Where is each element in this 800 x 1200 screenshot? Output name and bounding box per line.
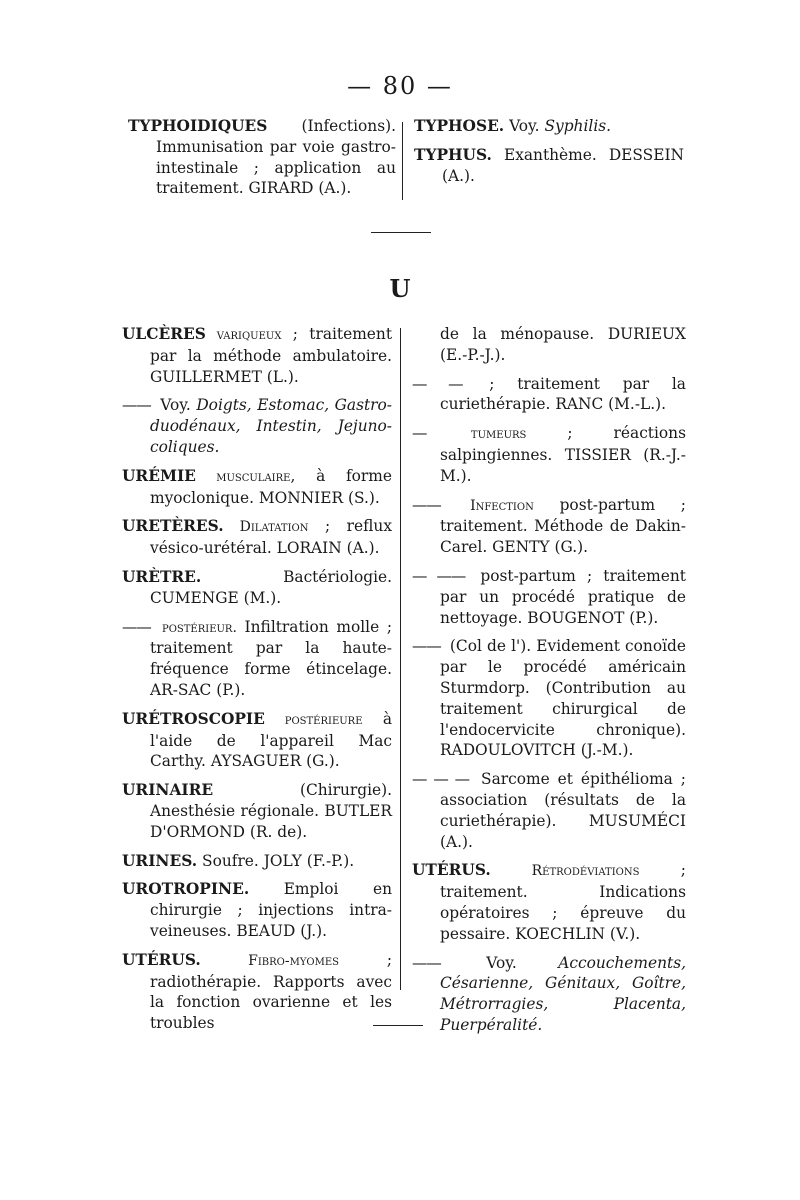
index-entry (412, 860, 686, 944)
index-entry (122, 780, 392, 842)
entry-text: Soufre. JOLY (F.-P.). (197, 851, 355, 870)
top-left-column (128, 116, 396, 207)
headword: TYPHOSE. (414, 117, 505, 135)
headword: TYPHUS. (414, 145, 492, 164)
headword: URINES. (122, 851, 198, 870)
entry-text: post-partum ; traitement. Méthode de Dakin-Carel. GENTY (G.). (440, 495, 686, 557)
entry-dash: —— (122, 617, 151, 636)
top-right-column (414, 116, 684, 194)
entry-smallcaps: Fibro-myomes (200, 952, 340, 969)
index-entry (122, 950, 392, 1034)
headword: ULCÈRES (122, 325, 206, 343)
entry-text: ; radiothérapie. Rapports avec la fonction ovarienne et les troubles (150, 950, 392, 1033)
section-letter: U (389, 274, 411, 303)
entry-text: Infiltration molle ; traitement par la haute-fréquence forme étincelage. AR-SAC (P.). (150, 617, 393, 699)
headword: URETÈRES. (122, 517, 224, 536)
entry-text: ; traitement. Indications opératoires ; épreuve du pessaire. KOECHLIN (V.). (440, 861, 686, 943)
page-number: — 80 — (347, 72, 453, 100)
entry-dash: — — — (412, 770, 470, 789)
end-rule (373, 1025, 423, 1026)
index-entry (412, 636, 686, 761)
index-entry (412, 769, 686, 852)
section-rule (371, 232, 431, 233)
index-entry (122, 567, 392, 609)
index-entry (414, 145, 684, 187)
entry-smallcaps: postérieur. (154, 619, 237, 636)
entry-dash: —— (122, 396, 151, 415)
entry-text: (Chirurgie). Anesthésie régionale. BUTLER D'ORMOND (R. de). (150, 781, 392, 841)
entry-text: Sarcome et épithélioma ; association (résultats de la curiethérapie). MUSUMÉCI (A.). (440, 770, 686, 851)
column-divider (400, 328, 401, 990)
entry-text: ; traitement par la curiethérapie. RANC (M.-L.). (440, 374, 686, 414)
left-column (122, 324, 392, 1042)
entry-text: Bactériologie. CUMENGE (M.). (150, 567, 392, 607)
entry-text: , à forme myoclonique. MONNIER (S.). (150, 466, 392, 507)
index-entry (412, 324, 686, 366)
index-entry (122, 851, 392, 872)
index-entry (122, 879, 392, 941)
entry-smallcaps: tumeurs (430, 426, 527, 443)
entry-smallcaps: Infection (444, 497, 534, 514)
entry-text: de la ménopause. DURIEUX (E.-P.-J.). (440, 325, 686, 364)
entry-dash: — (412, 424, 427, 443)
index-entry (122, 324, 392, 387)
index-entry (122, 466, 392, 509)
index-entry (412, 566, 686, 628)
entry-text: à l'aide de l'appareil Mac Carthy. AYSAGUER (G.). (150, 709, 392, 771)
entry-text: ; traitement par la méthode ambulatoire. GUILLERMET (L.). (150, 325, 393, 386)
index-entry (412, 423, 686, 486)
entry-italic: Doigts, Estomac, Gastro-duodénaux, Intestin, Jejuno-coliques. (150, 396, 392, 456)
entry-smallcaps: Rétrodéviations (490, 863, 640, 880)
headword: URINAIRE (122, 781, 214, 800)
index-entry (122, 617, 392, 701)
entry-text: Exanthème. DESSEIN (A.). (442, 145, 684, 185)
index-entry (128, 116, 396, 199)
entry-text: ; reflux vésico-urétéral. LORAIN (A.). (150, 517, 393, 558)
headword: UTÉRUS. (412, 861, 491, 880)
entry-dash: —— (412, 637, 441, 656)
headword: UTÉRUS. (122, 950, 201, 969)
entry-text: Voy. (154, 396, 197, 415)
index-entry (412, 953, 686, 1036)
entry-dash: —— (412, 495, 441, 514)
entry-text: ; réactions salpingiennes. TISSIER (R.-J.-M.). (440, 424, 686, 485)
headword: URÈTRE. (122, 567, 202, 586)
column-divider-top (402, 122, 403, 200)
entry-dash: — — (412, 374, 463, 393)
index-entry (412, 495, 686, 558)
entry-text: (Infections). Immunisation par voie gastro-intestinale ; application au traitement. GIRARD (A.). (156, 117, 396, 198)
entry-text: Voy. (444, 953, 559, 972)
entry-smallcaps: variqueux (205, 327, 282, 343)
entry-text: (Col de l'). Evidement conoïde par le procédé américain Sturmdorp. (Contribution au traitement chirurgical de l'endocervicite chronique). RADOULOVITCH (J.-M.). (440, 637, 686, 760)
entry-italic: Syphilis. (544, 117, 612, 135)
entry-dash: —— (412, 953, 441, 972)
headword: TYPHOIDIQUES (128, 117, 268, 135)
entry-text: Emploi en chirurgie ; injections intra-veineuses. BEAUD (J.). (150, 880, 392, 940)
headword: URÉMIE (122, 466, 196, 485)
index-entry (412, 374, 686, 416)
entry-text: post-partum ; traitement par un procédé pratique de nettoyage. BOUGENOT (P.). (440, 566, 686, 627)
entry-text: Voy. (504, 117, 545, 135)
index-entry (122, 516, 392, 559)
right-column (412, 324, 686, 1044)
entry-smallcaps: postérieure (264, 711, 363, 728)
entry-smallcaps: musculaire (195, 468, 291, 485)
entry-dash: — —— (412, 566, 466, 585)
index-entry (122, 709, 392, 772)
headword: URÉTROSCOPIE (122, 709, 265, 728)
index-entry (122, 395, 392, 457)
entry-italic: Accouchements, Césarienne, Génitaux, Goître, Métrorragies, Placenta, Puerpéralité. (440, 953, 686, 1034)
index-entry (414, 116, 684, 137)
entry-smallcaps: Dilatation (223, 519, 309, 536)
headword: UROTROPINE. (122, 880, 250, 899)
